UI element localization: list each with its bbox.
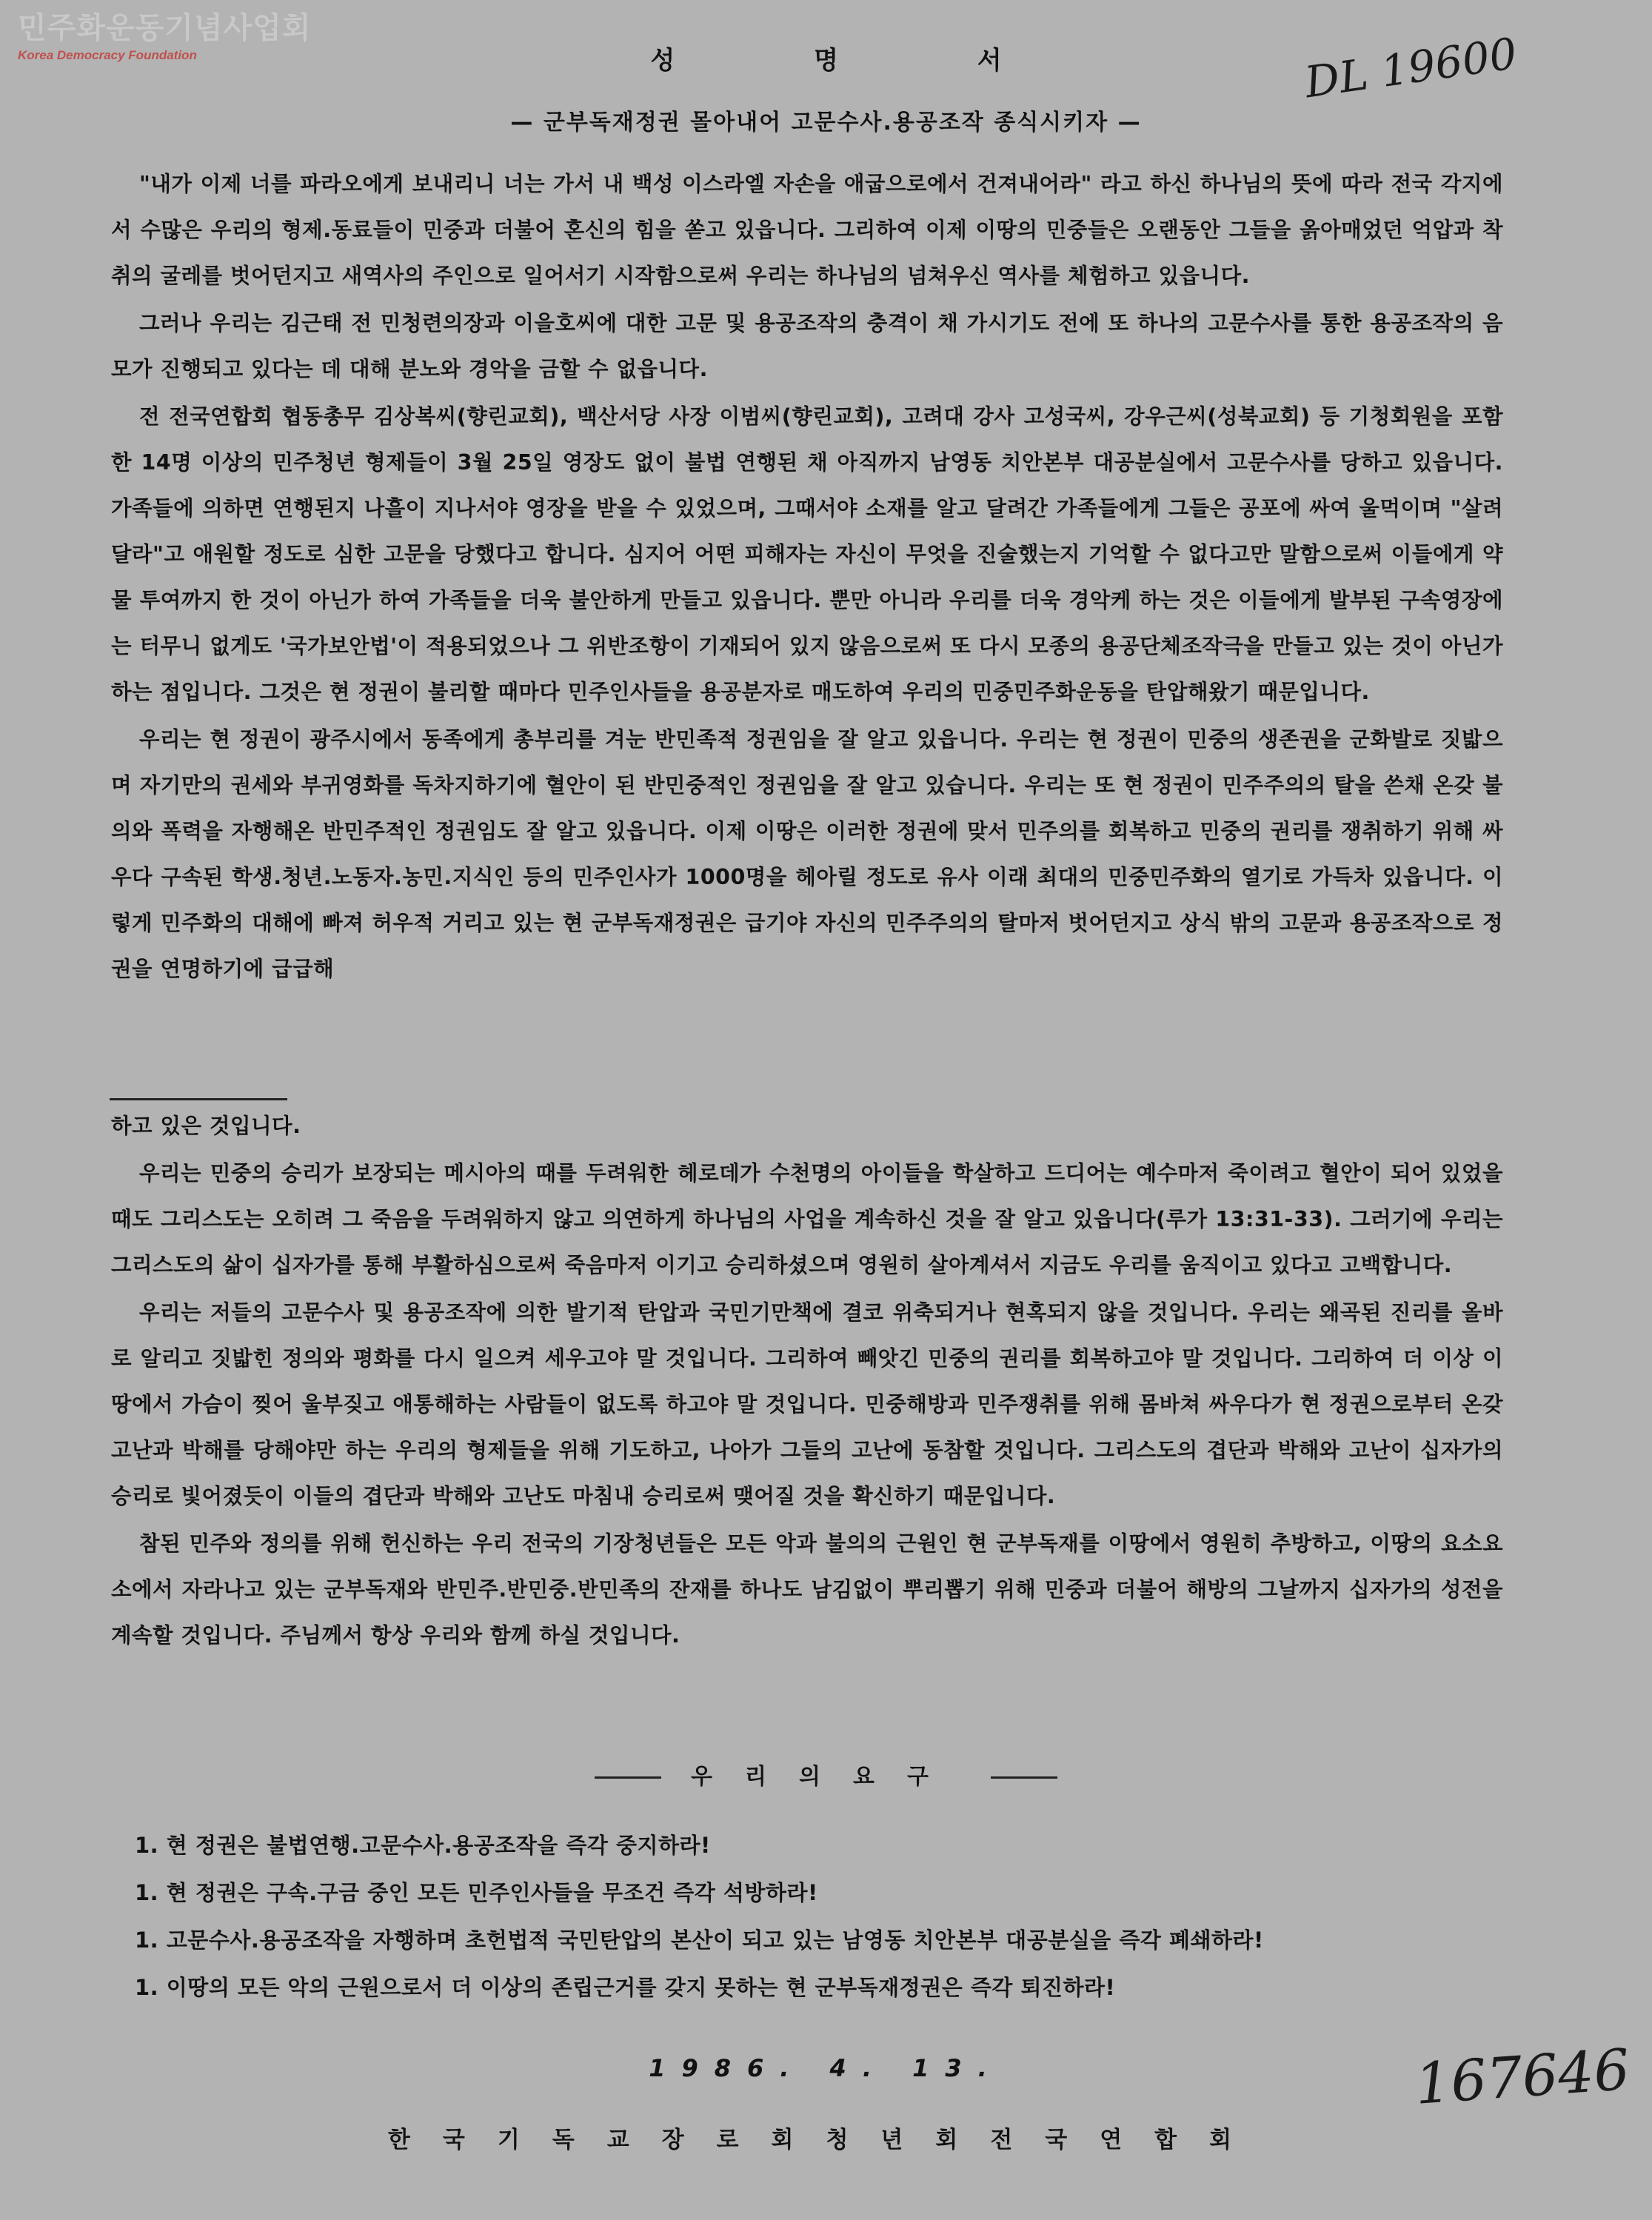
paragraph: 그러나 우리는 김근태 전 민청련의장과 이을호씨에 대한 고문 및 용공조작의 충격이 채 가시기도 전에 또 하나의 고문수사를 통한 용공조작의 음모가 진행되고 있다는 데 대해 분노와 경악을 금할 수 없읍니다.: [111, 311, 1503, 381]
paragraph: 하고 있은 것입니다.: [111, 1114, 301, 1138]
statement-body-part2: [111, 1103, 1503, 1660]
document-date: 1986. 4. 13.: [649, 2054, 1003, 2082]
watermark-english: Korea Democracy Foundation: [18, 48, 197, 62]
paragraph: 우리는 현 정권이 광주시에서 동족에게 총부리를 겨눈 반민족적 정권임을 잘 알고 있읍니다. 우리는 현 정권이 민중의 생존권을 군화발로 짓밟으며 자기만의 권세와 부귀영화를 독차지하기에 혈안이 된 반민중적인 정권임을 잘 알고 있습니다. 우리는 또 현 정권이 민주주의의 탈을 쓴채 온갖 불의와 폭력을 자행해온 반민주적인 정권임도 잘 알고 있읍니다. 이제 이땅은 이러한 정권에 맞서 민주의를 회복하고 민중의 권리를 쟁취하기 위해 싸우다 구속된 학생.청년.노동자.농민.지식인 등의 민주인사가 1000명을 헤아릴 정도로 유사 이래 최대의 민중민주화의 열기로 가득차 있읍니다. 이렇게 민주화의 대해에 빠져 허우적 거리고 있는 현 군부독재정권은 급기야 자신의 민주주의의 탈마저 벗어던지고 상식 밖의 고문과 용공조작으로 정권을 연명하기에 급급해: [111, 727, 1503, 981]
demand-item: 1. 현 정권은 불법연행.고문수사.용공조작을 즉각 중지하라!: [135, 1833, 711, 1858]
document-subtitle: — 군부독재정권 몰아내어 고문수사.용공조작 종식시키자 —: [510, 110, 1142, 136]
heading-dash-left: [595, 1776, 661, 1779]
paragraph: 우리는 민중의 승리가 보장되는 메시아의 때를 두려워한 헤로데가 수천명의 아이들을 학살하고 드디어는 예수마저 죽이려고 혈안이 되어 있었을 때도 그리스도는 오히려 그 죽음을 두려워하지 않고 의연하게 하나님의 사업을 계속하신 것을 잘 알고 있읍니다(루가 13:31-33). 그러기에 우리는 그리스도의 삶이 십자가를 통해 부활하심으로써 죽음마저 이기고 승리하셨으며 영원히 살아계셔서 지금도 우리를 움직이고 있다고 고백합니다.: [111, 1161, 1503, 1277]
paragraph: "내가 이제 너를 파라오에게 보내리니 너는 가서 내 백성 이스라엘 자손을 애굽으로에서 건져내어라" 라고 하신 하나님의 뜻에 따라 전국 각지에서 수많은 우리의 형제.동료들이 민중과 더불어 혼신의 힘을 쏟고 있읍니다. 그리하여 이제 이땅의 민중들은 오랜동안 그들을 옭아매었던 억압과 착취의 굴레를 벗어던지고 새역사의 주인으로 일어서기 시작함으로써 우리는 하나님의 넘쳐우신 역사를 체험하고 있읍니다.: [111, 172, 1503, 288]
demands-heading-label: 우리의요구: [691, 1764, 961, 1790]
paragraph: 전 전국연합회 협동총무 김상복씨(향린교회), 백산서당 사장 이범씨(향린교회), 고려대 강사 고성국씨, 강우근씨(성북교회) 등 기청회원을 포함한 14명 이상의 민주청년 형제들이 3월 25일 영장도 없이 불법 연행된 채 아직까지 남영동 치안본부 대공분실에서 고문수사를 당하고 있읍니다. 가족들에 의하면 연행된지 나흘이 지나서야 영장을 받을 수 있었으며, 그때서야 소재를 알고 달려간 가족들에게 그들은 공포에 싸여 울먹이며 "살려달라"고 애원할 정도로 심한 고문을 당했다고 합니다. 심지어 어떤 피해자는 자신이 무엇을 진술했는지 기억할 수 없다고만 말함으로써 이들에게 약물 투여까지 한 것이 아닌가 하여 가족들을 더욱 불안하게 만들고 있읍니다. 뿐만 아니라 우리를 더욱 경악케 하는 것은 이들에게 발부된 구속영장에는 터무니 없게도 '국가보안법'이 적용되었으나 그 위반조항이 기재되어 있지 않음으로써 또 다시 모종의 용공단체조작극을 만들고 있는 것이 아닌가 하는 점입니다. 그것은 현 정권이 불리할 때마다 민주인사들을 용공분자로 매도하여 우리의 민중민주화운동을 탄압해왔기 때문입니다.: [111, 404, 1503, 704]
handwritten-code-top: DL 19600: [1302, 27, 1520, 108]
demands-heading: [0, 1758, 1652, 1791]
handwritten-number-bottom: 167646: [1413, 2036, 1632, 2117]
document-title: 성 명 서: [650, 46, 1067, 76]
statement-body-part1: [111, 161, 1503, 994]
page-break-line: [110, 1098, 287, 1100]
demands-list: [135, 1822, 1468, 2011]
demand-item: 1. 이땅의 모든 악의 근원으로서 더 이상의 존립근거를 갖지 못하는 현 군부독재정권은 즉각 퇴진하라!: [135, 1975, 1116, 2000]
signer-organization: 한국기독교장로회청년회전국연합회: [387, 2127, 1265, 2153]
demand-item: 1. 고문수사.용공조작을 자행하며 초헌법적 국민탄압의 본산이 되고 있는 남영동 치안본부 대공분실을 즉각 폐쇄하라!: [135, 1928, 1264, 1953]
paragraph: 참된 민주와 정의를 위해 헌신하는 우리 전국의 기장청년들은 모든 악과 불의의 근원인 현 군부독재를 이땅에서 영원히 추방하고, 이땅의 요소요소에서 자라나고 있는 군부독재와 반민주.반민중.반민족의 잔재를 하나도 남김없이 뿌리뽑기 위해 민중과 더불어 해방의 그날까지 십자가의 성전을 계속할 것입니다. 주님께서 항상 우리와 함께 하실 것입니다.: [111, 1531, 1503, 1648]
demand-item: 1. 현 정권은 구속.구금 중인 모든 민주인사들을 무조건 즉각 석방하라!: [135, 1880, 818, 1905]
paragraph: 우리는 저들의 고문수사 및 용공조작에 의한 발기적 탄압과 국민기만책에 결코 위축되거나 현혹되지 않을 것입니다. 우리는 왜곡된 진리를 올바로 알리고 짓밟힌 정의와 평화를 다시 일으켜 세우고야 말 것입니다. 그리하여 빼앗긴 민중의 권리를 회복하고야 말 것입니다. 그리하여 더 이상 이땅에서 가슴이 찢어 울부짖고 애통해하는 사람들이 없도록 하고야 말 것입니다. 민중해방과 민주쟁취를 위해 몸바쳐 싸우다가 현 정권으로부터 온갖 고난과 박해를 당해야만 하는 우리의 형제들을 위해 기도하고, 나아가 그들의 고난에 동참할 것입니다. 그리스도의 겹단과 박해와 고난이 십자가의 승리로 빛어졌듯이 이들의 겹단과 박해와 고난도 마침내 승리로써 맺어질 것을 확신하기 때문입니다.: [111, 1300, 1503, 1508]
heading-dash-right: [991, 1776, 1057, 1779]
watermark-korean: 민주화운동기념사업회: [18, 11, 312, 45]
